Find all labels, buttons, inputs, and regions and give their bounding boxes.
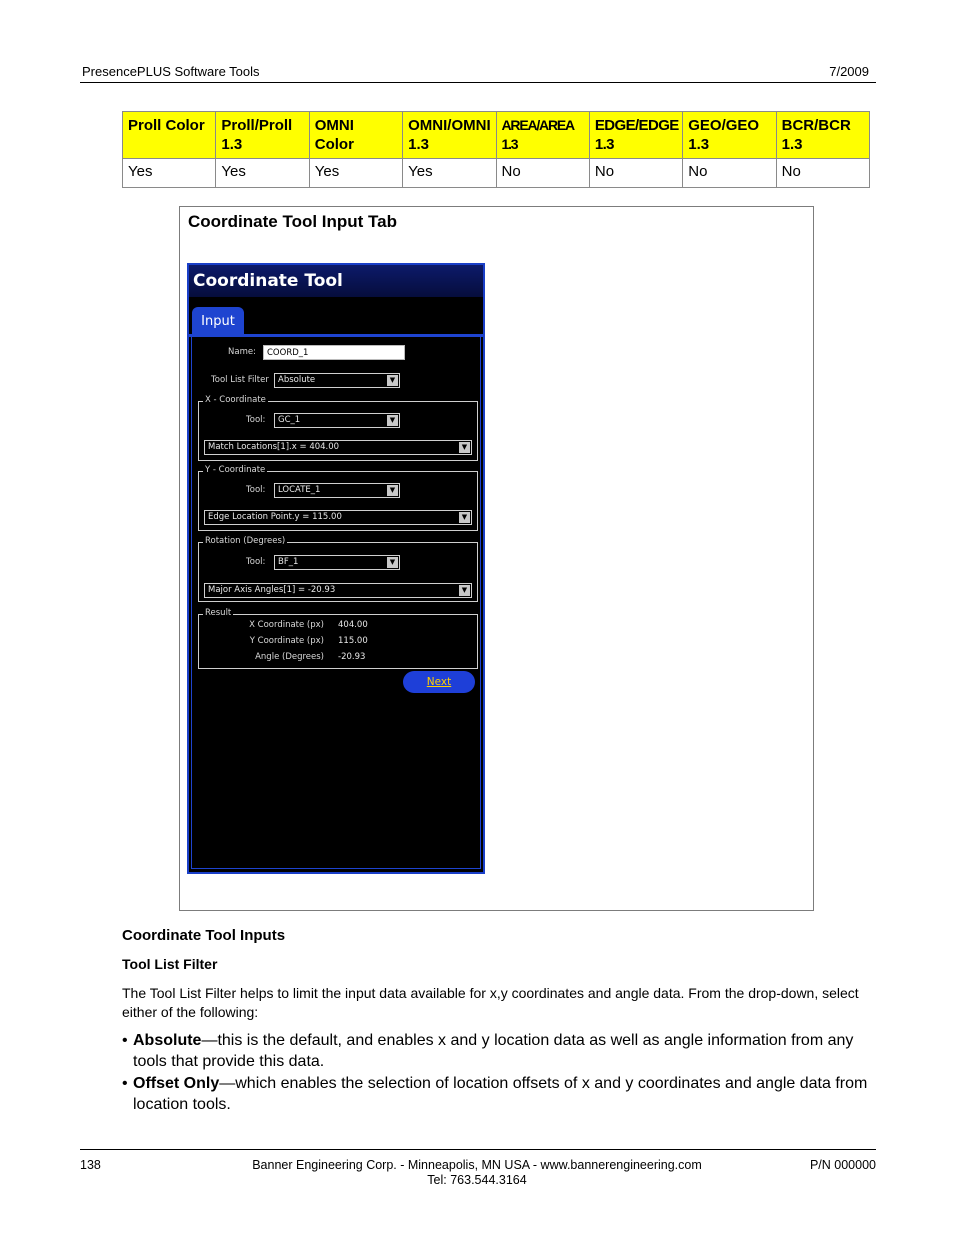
list-item-term: Absolute [133,1032,202,1049]
table-header-cell: EDGE/EDGE 1.3 [589,112,682,159]
result-label: Angle (Degrees) [255,652,324,662]
page-number: 138 [80,1158,101,1172]
list-item [122,1073,874,1115]
list-item [122,1030,874,1072]
rotation-tool-label: Tool: [246,557,266,567]
list-item-term: Offset Only [133,1075,220,1092]
chevron-down-icon[interactable]: ▼ [387,415,398,426]
result-value: 115.00 [338,636,368,646]
coordinate-tool-window [187,263,485,874]
x-coordinate-group [198,395,478,461]
table-header-cell: Proll/Proll 1.3 [216,112,309,159]
rotation-tool-value: BF_1 [278,557,299,567]
chevron-down-icon[interactable]: ▼ [387,375,398,386]
chevron-down-icon[interactable]: ▼ [459,512,470,523]
header-rule [80,82,876,83]
footer-phone: Tel: 763.544.3164 [427,1173,527,1187]
input-panel [191,337,481,869]
footer-company: Banner Engineering Corp. - Minneapolis, MN USA - www.bannerengineering.com [252,1158,702,1172]
chevron-down-icon[interactable]: ▼ [459,442,470,453]
y-data-value: Edge Location Point.y = 115.00 [208,512,342,522]
list-item-text [122,1030,874,1072]
rotation-data-value: Major Axis Angles[1] = -20.93 [208,585,336,595]
list-item-description: —which enables the selection of location offsets of x and y coordinates and angle data from location tools. [133,1075,868,1113]
table-cell: No [683,159,776,188]
next-button[interactable]: Next [403,671,475,693]
compatibility-table [122,111,870,188]
header-title: PresencePLUS Software Tools [82,64,260,79]
x-tool-value: GC_1 [278,415,301,425]
table-cell: Yes [123,159,216,188]
part-number: P/N 000000 [809,1158,876,1172]
table-cell: Yes [216,159,309,188]
table-header-cell: AREA/AREA 1.3 [496,112,589,159]
table-header-cell: GEO/GEO 1.3 [683,112,776,159]
x-coordinate-group-title: X - Coordinate [205,395,266,405]
name-field[interactable]: COORD_1 [263,345,405,360]
chevron-down-icon[interactable]: ▼ [459,585,470,596]
y-coordinate-group [198,465,478,531]
table-header-row [123,112,870,159]
table-cell: Yes [309,159,402,188]
section-subtitle: Tool List Filter [122,956,218,972]
list-item-description: —this is the default, and enables x and y location data as well as angle information from any tools that provide this data. [133,1032,854,1070]
result-label: Y Coordinate (px) [249,636,324,646]
x-data-select[interactable] [204,440,472,455]
bullet-icon: • [122,1032,128,1049]
table-header-cell: OMNI Color [309,112,402,159]
x-tool-select[interactable] [274,413,400,428]
tool-list-filter-select[interactable] [274,373,400,388]
table-cell: No [589,159,682,188]
y-tool-label: Tool: [246,485,266,495]
section-title: Coordinate Tool Inputs [122,927,286,944]
chevron-down-icon[interactable]: ▼ [387,485,398,496]
rotation-group [198,536,478,602]
header-date: 7/2009 [829,64,869,79]
y-data-select[interactable] [204,510,472,525]
bullet-icon: • [122,1075,128,1092]
table-cell: No [776,159,869,188]
y-coordinate-group-title: Y - Coordinate [205,465,266,475]
result-value: 404.00 [338,620,368,630]
footer-rule [80,1149,876,1150]
chevron-down-icon[interactable]: ▼ [387,557,398,568]
table-header-cell: Proll Color [123,112,216,159]
list-item-text [122,1073,874,1115]
tab-input[interactable]: Input [192,307,244,335]
result-label: X Coordinate (px) [249,620,324,630]
tool-list-filter-label: Tool List Filter [211,375,269,385]
tool-list-filter-value: Absolute [278,375,316,385]
result-group-title: Result [205,608,232,618]
rotation-group-title: Rotation (Degrees) [205,536,286,546]
rotation-tool-select[interactable] [274,555,400,570]
table-header-cell: OMNI/OMNI 1.3 [403,112,496,159]
table-cell: No [496,159,589,188]
rotation-data-select[interactable] [204,583,472,598]
table-row [123,159,870,188]
x-data-value: Match Locations[1].x = 404.00 [208,442,340,452]
window-title: Coordinate Tool [189,265,483,297]
figure-title: Coordinate Tool Input Tab [188,212,398,231]
y-tool-select[interactable] [274,483,400,498]
y-tool-value: LOCATE_1 [278,485,321,495]
section-paragraph: The Tool List Filter helps to limit the input data available for x,y coordinates and angle data. From the drop-down, select either of the following: [122,985,859,1020]
name-label: Name: [228,347,256,357]
result-group [198,608,478,669]
table-cell: Yes [403,159,496,188]
result-value: -20.93 [338,652,366,662]
x-tool-label: Tool: [246,415,266,425]
table-header-cell: BCR/BCR 1.3 [776,112,869,159]
